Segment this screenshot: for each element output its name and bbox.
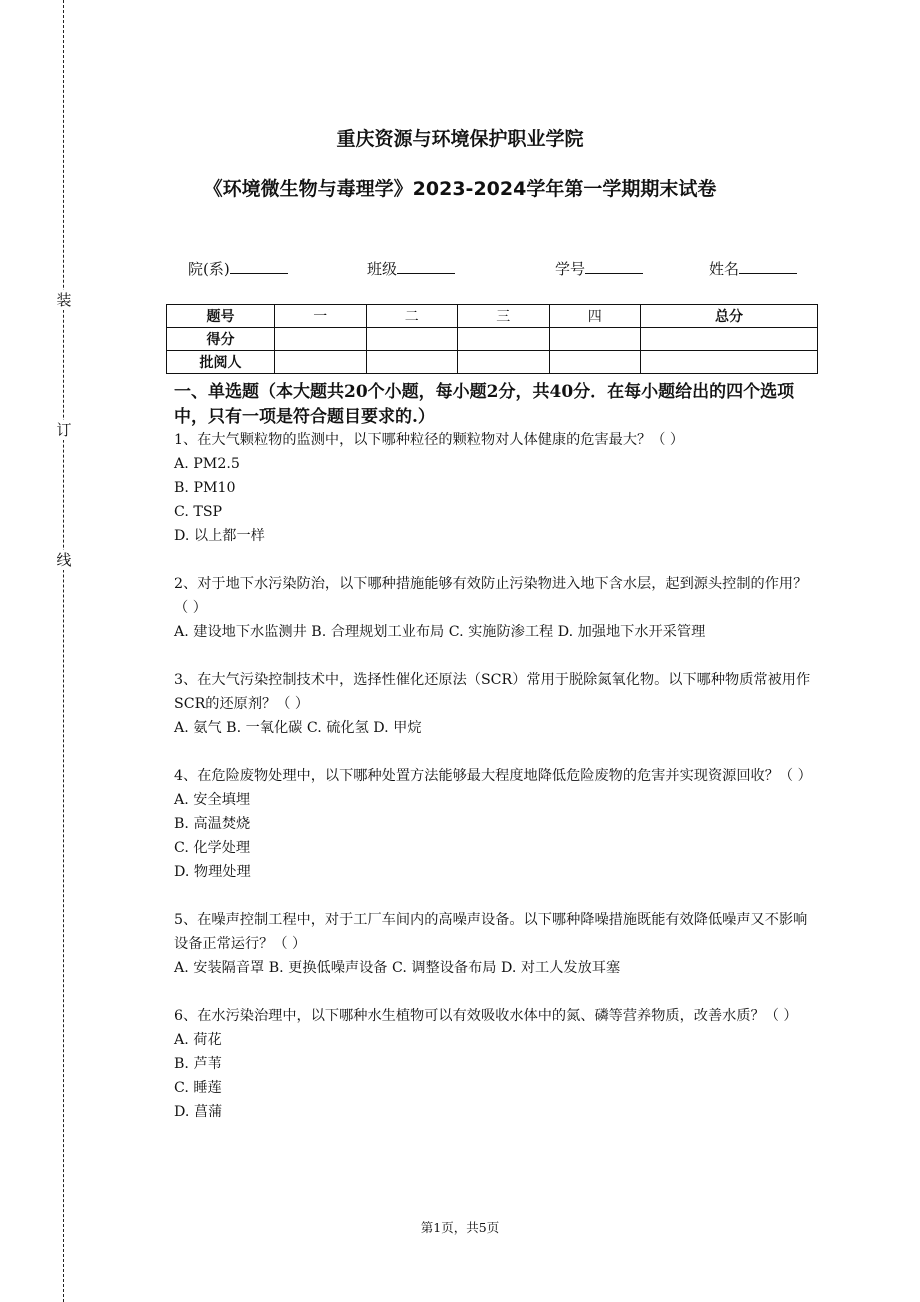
score-row-label: 得分: [167, 328, 275, 351]
question-6: [174, 1004, 819, 1124]
department-field[interactable]: [188, 258, 288, 279]
question-text: 4、在危险废物处理中，以下哪种处置方法能够最大程度地降低危险废物的危害并实现资源回收？（ ）: [174, 768, 812, 784]
option-a: A. 荷花: [174, 1032, 222, 1048]
options-inline: A. 安装隔音罩 B. 更换低噪声设备 C. 调整设备布局 D. 对工人发放耳塞: [174, 960, 621, 976]
question-1: [174, 428, 819, 548]
score-cell[interactable]: [641, 328, 818, 351]
name-label: 姓名: [709, 260, 740, 278]
score-cell[interactable]: [366, 328, 458, 351]
option-c: C. TSP: [174, 504, 223, 520]
question-text: 1、在大气颗粒物的监测中，以下哪种粒径的颗粒物对人体健康的危害最大？（ ）: [174, 432, 685, 448]
score-cell[interactable]: [549, 328, 641, 351]
option-a: A. 安全填埋: [174, 792, 251, 808]
name-blank[interactable]: [739, 259, 797, 274]
reviewer-row: [167, 351, 818, 374]
option-b: B. 高温焚烧: [174, 816, 251, 832]
binding-char-zhuang: 装: [56, 291, 72, 309]
school-name: 重庆资源与环境保护职业学院: [336, 128, 584, 150]
score-table-header-row: [167, 305, 818, 328]
score-header-cell: 三: [458, 305, 550, 328]
question-text: 2、对于地下水污染防治，以下哪种措施能够有效防止污染物进入地下含水层，起到源头控制的作用？（ ）: [174, 576, 808, 616]
option-c: C. 睡莲: [174, 1080, 222, 1096]
reviewer-row-label: 批阅人: [167, 351, 275, 374]
options-inline: A. 氨气 B. 一氧化碳 C. 硫化氢 D. 甲烷: [174, 720, 422, 736]
score-header-cell: 一: [275, 305, 367, 328]
department-label: 院(系): [188, 260, 230, 278]
question-text: 6、在水污染治理中，以下哪种水生植物可以有效吸收水体中的氮、磷等营养物质，改善水质？（ ）: [174, 1008, 798, 1024]
reviewer-cell[interactable]: [549, 351, 641, 374]
department-blank[interactable]: [230, 259, 288, 274]
score-row: [167, 328, 818, 351]
option-d: D. 物理处理: [174, 864, 251, 880]
score-cell[interactable]: [275, 328, 367, 351]
class-field[interactable]: [367, 258, 455, 279]
option-c: C. 化学处理: [174, 840, 251, 856]
score-table: [166, 304, 818, 374]
question-3: [174, 668, 819, 740]
student-id-blank[interactable]: [585, 259, 643, 274]
reviewer-cell[interactable]: [641, 351, 818, 374]
question-2: [174, 572, 819, 644]
score-header-cell: 四: [549, 305, 641, 328]
binding-char-ding: 订: [56, 421, 72, 439]
options-inline: A. 建设地下水监测井 B. 合理规划工业布局 C. 实施防渗工程 D. 加强地下水开采管理: [174, 624, 706, 640]
reviewer-cell[interactable]: [275, 351, 367, 374]
question-list: [174, 428, 819, 1148]
student-id-field[interactable]: [555, 258, 643, 279]
question-5: [174, 908, 819, 980]
question-text: 5、在噪声控制工程中，对于工厂车间内的高噪声设备。以下哪种降噪措施既能有效降低噪声又不影响设备正常运行？（ ）: [174, 912, 808, 952]
class-label: 班级: [367, 260, 398, 278]
question-text: 3、在大气污染控制技术中，选择性催化还原法（SCR）常用于脱除氮氧化物。以下哪种物质常被用作SCR的还原剂？（ ）: [174, 672, 811, 712]
score-header-cell: 题号: [167, 305, 275, 328]
question-4: [174, 764, 819, 884]
option-b: B. PM10: [174, 480, 236, 496]
name-field[interactable]: [709, 258, 797, 279]
score-cell[interactable]: [458, 328, 550, 351]
student-id-label: 学号: [555, 260, 586, 278]
binding-char-xian: 线: [56, 551, 72, 569]
score-header-cell: 总分: [641, 305, 818, 328]
exam-title: 《环境微生物与毒理学》2023-2024学年第一学期期末试卷: [203, 178, 717, 200]
page-number: 第1页，共5页: [420, 1220, 500, 1235]
option-b: B. 芦苇: [174, 1056, 222, 1072]
reviewer-cell[interactable]: [458, 351, 550, 374]
section-heading: 一、单选题（本大题共20个小题，每小题2分，共40分．在每小题给出的四个选项中，只有一项是符合题目要求的.）: [174, 382, 795, 427]
reviewer-cell[interactable]: [366, 351, 458, 374]
option-a: A. PM2.5: [174, 456, 240, 472]
class-blank[interactable]: [397, 259, 455, 274]
option-d: D. 以上都一样: [174, 528, 265, 544]
score-header-cell: 二: [366, 305, 458, 328]
option-d: D. 菖蒲: [174, 1104, 223, 1120]
